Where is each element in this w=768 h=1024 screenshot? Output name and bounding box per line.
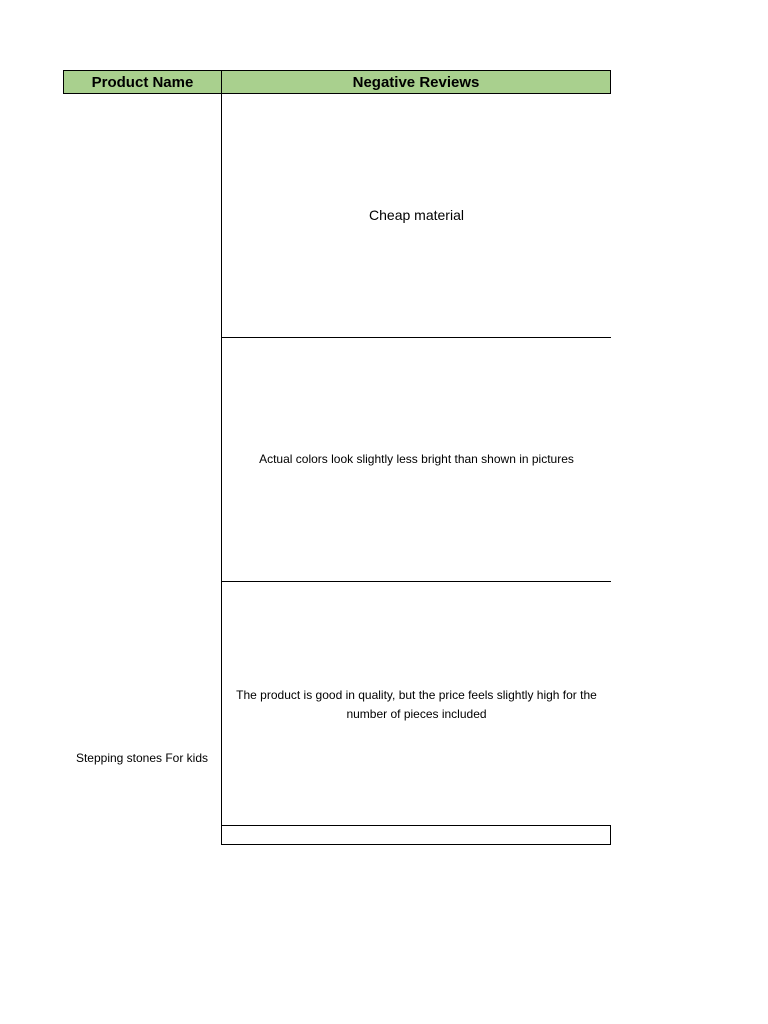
- product-name-cell: [63, 94, 221, 845]
- review-text-1: Cheap material: [369, 207, 464, 223]
- header-product-name-label: Product Name: [91, 73, 194, 91]
- review-text-3: The product is good in quality, but the price feels slightly high for the number of pieces included: [236, 687, 597, 721]
- header-product-name: [63, 70, 222, 94]
- header-negative-reviews-label: Negative Reviews: [352, 73, 480, 91]
- review-cell-empty: [222, 826, 611, 845]
- review-text-2: Actual colors look slightly less bright than shown in pictures: [259, 452, 574, 466]
- review-cell-3: [222, 582, 611, 826]
- header-negative-reviews: [221, 70, 611, 94]
- review-cell-2: [222, 338, 611, 582]
- product-name-text: Stepping stones For kids: [75, 751, 209, 765]
- review-cell-1: [222, 94, 611, 338]
